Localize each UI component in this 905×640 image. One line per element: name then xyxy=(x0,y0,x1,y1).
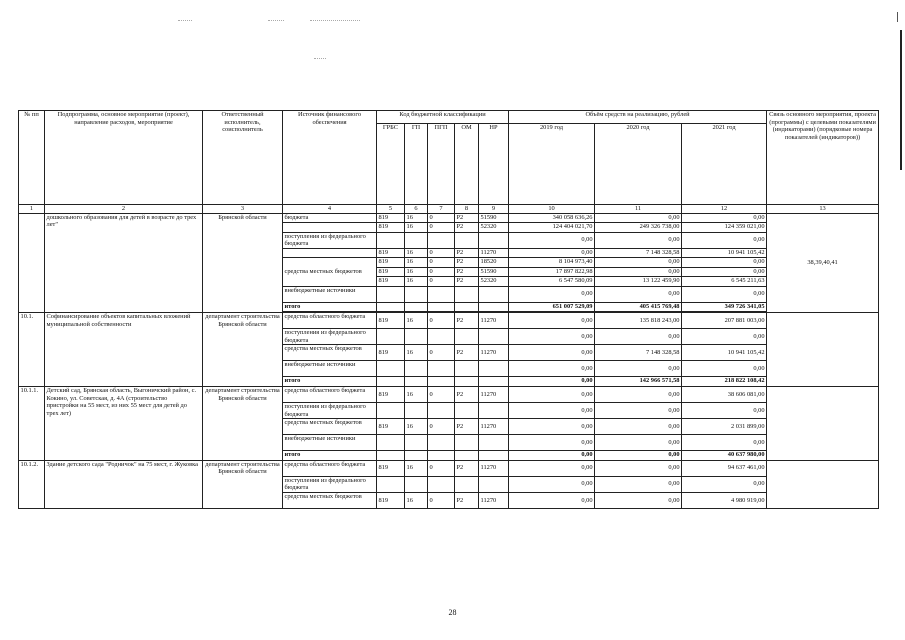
cell xyxy=(479,476,509,492)
amount-cell: 0,00 xyxy=(682,286,767,302)
cell: 11270 xyxy=(479,248,509,258)
cell: 16 xyxy=(405,492,428,508)
cell: 819 xyxy=(377,248,405,258)
amount-cell: 0,00 xyxy=(595,419,682,435)
col-number: 1 xyxy=(19,205,45,214)
header-om: ОМ xyxy=(455,124,479,205)
source-cell: средства местных бюджетов xyxy=(283,258,377,287)
cell xyxy=(405,302,428,312)
cell xyxy=(479,232,509,248)
col-number: 10 xyxy=(509,205,595,214)
cell: 52320 xyxy=(479,223,509,233)
cell: 819 xyxy=(377,345,405,361)
total-amount-cell: 218 822 108,42 xyxy=(682,377,767,387)
cell: 0 xyxy=(428,213,455,223)
cell xyxy=(455,302,479,312)
amount-cell: 0,00 xyxy=(509,313,595,329)
table-row xyxy=(19,460,879,476)
header-year-2019: 2019 год xyxy=(509,124,595,205)
amount-cell: 0,00 xyxy=(595,286,682,302)
cell xyxy=(377,476,405,492)
source-cell: средства областного бюджета xyxy=(283,313,377,329)
cell: Р2 xyxy=(455,277,479,287)
cell xyxy=(455,232,479,248)
source-cell: средства местных бюджетов xyxy=(283,492,377,508)
indicator-link-cell xyxy=(767,386,879,460)
row-responsible-cell: департамент строительства Брянской области xyxy=(203,313,283,387)
cell: Р2 xyxy=(455,492,479,508)
cell xyxy=(479,402,509,418)
cell: 0 xyxy=(428,419,455,435)
table-row xyxy=(19,313,879,329)
cell: 819 xyxy=(377,277,405,287)
row-name-cell: дошкольного образования для детей в возрасте до трех лет" xyxy=(45,213,203,313)
amount-cell: 7 148 328,58 xyxy=(595,248,682,258)
cell xyxy=(455,377,479,387)
cell xyxy=(428,435,455,451)
cell: 51590 xyxy=(479,213,509,223)
amount-cell: 0,00 xyxy=(595,329,682,345)
cell: 16 xyxy=(405,313,428,329)
amount-cell: 38 606 081,00 xyxy=(682,386,767,402)
cell: 819 xyxy=(377,267,405,277)
cell xyxy=(428,329,455,345)
row-name-cell: Детский сад, Брянская область, Выгоничский район, с. Кокино, ул. Советская, д. 4А (строительство пристройки на 55 мест, из них 55 мест для детей до трех лет) xyxy=(45,386,203,460)
source-cell: поступления из федерального бюджета xyxy=(283,232,377,248)
amount-cell: 0,00 xyxy=(595,213,682,223)
scan-artifact-dots xyxy=(314,58,326,60)
amount-cell: 0,00 xyxy=(682,361,767,377)
cell xyxy=(455,402,479,418)
cell xyxy=(479,286,509,302)
col-number: 8 xyxy=(455,205,479,214)
cell xyxy=(377,232,405,248)
cell xyxy=(479,361,509,377)
amount-cell: 13 122 459,90 xyxy=(595,277,682,287)
cell xyxy=(428,402,455,418)
amount-cell: 0,00 xyxy=(595,435,682,451)
amount-cell: 0,00 xyxy=(595,460,682,476)
source-cell: внебюджетные источники xyxy=(283,286,377,302)
amount-cell: 10 941 105,42 xyxy=(682,345,767,361)
cell: 819 xyxy=(377,386,405,402)
amount-cell: 6 547 580,09 xyxy=(509,277,595,287)
source-cell: поступления из федерального бюджета xyxy=(283,476,377,492)
cell xyxy=(455,451,479,461)
cell: Р2 xyxy=(455,213,479,223)
amount-cell: 0,00 xyxy=(682,476,767,492)
cell: 16 xyxy=(405,386,428,402)
source-cell: средства местных бюджетов xyxy=(283,345,377,361)
amount-cell: 0,00 xyxy=(595,402,682,418)
amount-cell: 124 359 021,00 xyxy=(682,223,767,233)
cell xyxy=(405,232,428,248)
cell xyxy=(377,451,405,461)
cell: 0 xyxy=(428,267,455,277)
amount-cell: 2 031 899,00 xyxy=(682,419,767,435)
cell: Р2 xyxy=(455,345,479,361)
cell xyxy=(455,476,479,492)
cell xyxy=(455,361,479,377)
cell xyxy=(428,451,455,461)
cell: 16 xyxy=(405,258,428,268)
cell: Р2 xyxy=(455,460,479,476)
cell xyxy=(377,402,405,418)
cell: 16 xyxy=(405,248,428,258)
cell: 0 xyxy=(428,258,455,268)
cell xyxy=(377,377,405,387)
cell xyxy=(428,476,455,492)
cell: 819 xyxy=(377,213,405,223)
header-year-2020: 2020 год xyxy=(595,124,682,205)
amount-cell: 0,00 xyxy=(595,476,682,492)
cell: 819 xyxy=(377,223,405,233)
header-volume: Объём средств на реализацию, рублей xyxy=(509,111,767,124)
source-cell: средства областного бюджета xyxy=(283,460,377,476)
row-responsible-cell: департамент строительства Брянской области xyxy=(203,460,283,508)
total-amount-cell: 651 007 529,09 xyxy=(509,302,595,312)
cell xyxy=(428,377,455,387)
amount-cell: 4 980 919,00 xyxy=(682,492,767,508)
col-number: 6 xyxy=(405,205,428,214)
source-cell: бюджета xyxy=(283,213,377,223)
indicator-link-cell xyxy=(767,460,879,508)
column-number-row xyxy=(19,205,879,214)
cell: 11270 xyxy=(479,345,509,361)
amount-cell: 0,00 xyxy=(509,248,595,258)
col-number: 13 xyxy=(767,205,879,214)
amount-cell: 0,00 xyxy=(509,435,595,451)
cell: 0 xyxy=(428,223,455,233)
cell xyxy=(479,435,509,451)
total-amount-cell: 142 966 571,58 xyxy=(595,377,682,387)
amount-cell: 0,00 xyxy=(595,386,682,402)
cell: Р2 xyxy=(455,223,479,233)
header-nr: НР xyxy=(479,124,509,205)
header-responsible: Ответственный исполнитель, соисполнитель xyxy=(203,111,283,205)
amount-cell: 6 545 211,63 xyxy=(682,277,767,287)
amount-cell: 207 881 003,00 xyxy=(682,313,767,329)
table-row xyxy=(19,213,879,223)
source-cell: поступления из федерального бюджета xyxy=(283,402,377,418)
cell: 16 xyxy=(405,460,428,476)
header-kbk: Код бюджетной классификации xyxy=(377,111,509,124)
cell: 0 xyxy=(428,386,455,402)
source-cell: средства местных бюджетов xyxy=(283,419,377,435)
cell xyxy=(428,286,455,302)
header-link: Связь основного мероприятия, проекта (программы) с целевыми показателями (индикаторами) (порядковые номера показателей (индикаторов)) xyxy=(767,111,879,205)
amount-cell: 0,00 xyxy=(509,386,595,402)
col-number: 7 xyxy=(428,205,455,214)
cell: 819 xyxy=(377,492,405,508)
amount-cell: 0,00 xyxy=(509,476,595,492)
header-row xyxy=(19,111,879,124)
scan-edge-mark xyxy=(900,30,902,170)
source-cell: итого xyxy=(283,451,377,461)
amount-cell: 0,00 xyxy=(595,492,682,508)
amount-cell: 17 897 822,98 xyxy=(509,267,595,277)
cell: 819 xyxy=(377,258,405,268)
cell: 16 xyxy=(405,419,428,435)
amount-cell: 0,00 xyxy=(682,267,767,277)
amount-cell: 0,00 xyxy=(509,232,595,248)
budget-table-container xyxy=(18,110,879,509)
cell xyxy=(377,302,405,312)
scan-artifact-dots xyxy=(268,20,284,22)
amount-cell: 0,00 xyxy=(595,258,682,268)
amount-cell: 0,00 xyxy=(682,329,767,345)
cell: Р2 xyxy=(455,248,479,258)
total-amount-cell: 40 637 980,00 xyxy=(682,451,767,461)
cell: 0 xyxy=(428,460,455,476)
amount-cell: 94 637 461,00 xyxy=(682,460,767,476)
cell: 0 xyxy=(428,248,455,258)
col-number: 4 xyxy=(283,205,377,214)
col-number: 5 xyxy=(377,205,405,214)
cell: Р2 xyxy=(455,267,479,277)
cell xyxy=(377,361,405,377)
cell xyxy=(405,329,428,345)
cell xyxy=(428,232,455,248)
row-name-cell: Здание детского сада "Родничок" на 75 мест, г. Жуковка xyxy=(45,460,203,508)
amount-cell: 0,00 xyxy=(682,232,767,248)
col-number: 11 xyxy=(595,205,682,214)
page-number: 28 xyxy=(448,608,457,617)
cell: 11270 xyxy=(479,386,509,402)
scan-artifact-dots xyxy=(178,20,192,22)
col-number: 12 xyxy=(682,205,767,214)
amount-cell: 0,00 xyxy=(682,402,767,418)
row-responsible-cell: департамент строительства Брянской области xyxy=(203,386,283,460)
amount-cell: 0,00 xyxy=(595,267,682,277)
row-num-cell: 10.1.2. xyxy=(19,460,45,508)
header-gp: ГП xyxy=(405,124,428,205)
cell: 0 xyxy=(428,345,455,361)
cell: 18520 xyxy=(479,258,509,268)
cell xyxy=(455,329,479,345)
amount-cell: 0,00 xyxy=(509,345,595,361)
cell xyxy=(405,476,428,492)
header-num: № пп xyxy=(19,111,45,205)
cell: 819 xyxy=(377,460,405,476)
indicator-link-cell: 38,39,40,41 xyxy=(767,213,879,313)
cell: 0 xyxy=(428,313,455,329)
header-pgp: ПГП xyxy=(428,124,455,205)
scan-edge-mark xyxy=(897,12,898,22)
cell: Р2 xyxy=(455,258,479,268)
amount-cell: 8 104 973,40 xyxy=(509,258,595,268)
total-amount-cell: 0,00 xyxy=(595,451,682,461)
indicator-link-cell xyxy=(767,313,879,387)
col-number: 3 xyxy=(203,205,283,214)
cell: Р2 xyxy=(455,386,479,402)
cell: 11270 xyxy=(479,313,509,329)
scan-artifact-dots xyxy=(310,20,360,22)
source-cell xyxy=(283,248,377,258)
cell: 11270 xyxy=(479,419,509,435)
cell: Р2 xyxy=(455,419,479,435)
amount-cell: 124 404 021,70 xyxy=(509,223,595,233)
cell xyxy=(405,286,428,302)
source-cell xyxy=(283,223,377,233)
amount-cell: 0,00 xyxy=(595,361,682,377)
source-cell: средства областного бюджета xyxy=(283,386,377,402)
amount-cell: 0,00 xyxy=(509,460,595,476)
amount-cell: 0,00 xyxy=(509,492,595,508)
amount-cell: 135 818 243,00 xyxy=(595,313,682,329)
cell: 16 xyxy=(405,213,428,223)
budget-table xyxy=(18,110,879,509)
cell: 16 xyxy=(405,277,428,287)
cell: 16 xyxy=(405,345,428,361)
source-cell: итого xyxy=(283,302,377,312)
cell: 16 xyxy=(405,267,428,277)
cell xyxy=(405,402,428,418)
cell xyxy=(377,286,405,302)
header-grbs: ГРБС xyxy=(377,124,405,205)
header-source: Источник финансового обеспечения xyxy=(283,111,377,205)
row-num-cell: 10.1. xyxy=(19,313,45,387)
row-name-cell: Софинансирование объектов капитальных вложений муниципальной собственности xyxy=(45,313,203,387)
cell xyxy=(455,435,479,451)
amount-cell: 0,00 xyxy=(682,213,767,223)
col-number: 2 xyxy=(45,205,203,214)
source-cell: поступления из федерального бюджета xyxy=(283,329,377,345)
total-amount-cell: 349 726 341,05 xyxy=(682,302,767,312)
amount-cell: 0,00 xyxy=(509,286,595,302)
cell xyxy=(455,286,479,302)
cell: 52320 xyxy=(479,277,509,287)
cell xyxy=(479,451,509,461)
col-number: 9 xyxy=(479,205,509,214)
amount-cell: 0,00 xyxy=(509,419,595,435)
cell xyxy=(428,302,455,312)
cell: 0 xyxy=(428,492,455,508)
cell: 51590 xyxy=(479,267,509,277)
amount-cell: 0,00 xyxy=(682,258,767,268)
amount-cell: 0,00 xyxy=(509,361,595,377)
amount-cell: 0,00 xyxy=(509,402,595,418)
cell xyxy=(479,329,509,345)
cell xyxy=(428,361,455,377)
cell xyxy=(479,377,509,387)
amount-cell: 0,00 xyxy=(509,329,595,345)
cell xyxy=(405,361,428,377)
cell xyxy=(405,377,428,387)
amount-cell: 340 058 636,26 xyxy=(509,213,595,223)
row-responsible-cell: Брянской области xyxy=(203,213,283,313)
cell: 16 xyxy=(405,223,428,233)
cell: Р2 xyxy=(455,313,479,329)
cell xyxy=(479,302,509,312)
cell: 11270 xyxy=(479,492,509,508)
source-cell: итого xyxy=(283,377,377,387)
amount-cell: 0,00 xyxy=(595,232,682,248)
header-name: Подпрограмма, основное мероприятие (проект), направление расходов, мероприятие xyxy=(45,111,203,205)
table-row xyxy=(19,386,879,402)
cell xyxy=(405,435,428,451)
amount-cell: 249 326 738,00 xyxy=(595,223,682,233)
cell xyxy=(377,329,405,345)
header-year-2021: 2021 год xyxy=(682,124,767,205)
total-amount-cell: 0,00 xyxy=(509,377,595,387)
cell: 0 xyxy=(428,277,455,287)
cell xyxy=(405,451,428,461)
row-num-cell: 10.1.1. xyxy=(19,386,45,460)
total-amount-cell: 405 415 769,48 xyxy=(595,302,682,312)
source-cell: внебюджетные источники xyxy=(283,435,377,451)
cell xyxy=(377,435,405,451)
cell: 819 xyxy=(377,419,405,435)
cell: 11270 xyxy=(479,460,509,476)
total-amount-cell: 0,00 xyxy=(509,451,595,461)
row-num-cell xyxy=(19,213,45,313)
amount-cell: 10 941 105,42 xyxy=(682,248,767,258)
amount-cell: 0,00 xyxy=(682,435,767,451)
source-cell: внебюджетные источники xyxy=(283,361,377,377)
amount-cell: 7 148 328,58 xyxy=(595,345,682,361)
cell: 819 xyxy=(377,313,405,329)
